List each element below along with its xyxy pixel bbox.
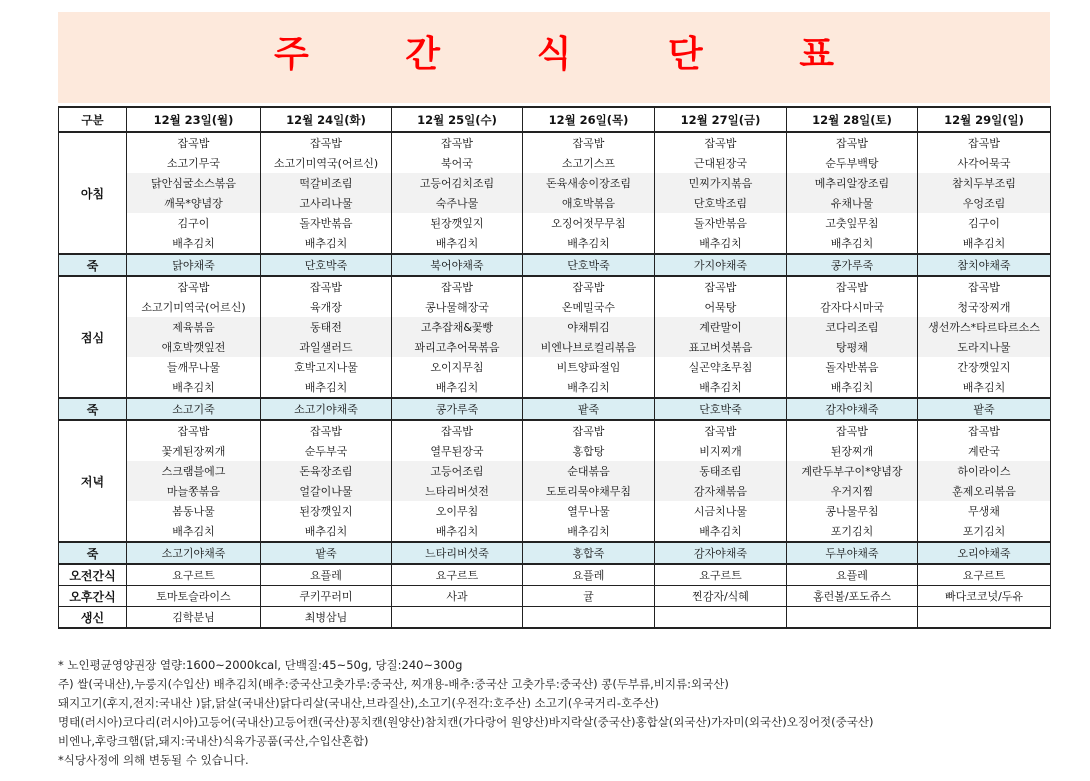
menu-item: 배추김치 xyxy=(523,521,655,542)
menu-item: 스크램블에그 xyxy=(127,461,261,481)
menu-item: 유채나물 xyxy=(787,193,918,213)
menu-item: 숙주나물 xyxy=(392,193,523,213)
porridge-item: 가지야채죽 xyxy=(655,254,787,276)
porridge-label: 죽 xyxy=(59,254,127,276)
menu-item: 코다리조림 xyxy=(787,317,918,337)
lunch-label: 점심 xyxy=(59,276,127,398)
day-header: 12월 28일(토) xyxy=(787,107,918,132)
am-snack-item: 요플레 xyxy=(261,564,392,586)
porridge-item: 두부야채죽 xyxy=(787,542,918,564)
am-snack-item: 요구르트 xyxy=(655,564,787,586)
menu-item: 잡곡밥 xyxy=(127,132,261,153)
porridge-item: 느타리버섯죽 xyxy=(392,542,523,564)
menu-item: 배추김치 xyxy=(392,233,523,254)
breakfast-row xyxy=(59,173,1051,193)
pm-snack-row xyxy=(59,586,1051,607)
porridge-item: 단호박죽 xyxy=(261,254,392,276)
birthday-item xyxy=(787,607,918,629)
menu-item: 참치두부조림 xyxy=(918,173,1051,193)
menu-item: 돌자반볶음 xyxy=(655,213,787,233)
note-line: * 노인평균영양권장 열량:1600~2000kcal, 단백질:45~50g, 당질:240~300g xyxy=(58,658,463,672)
porridge-item: 소고기죽 xyxy=(127,398,261,420)
birthday-item: 최병삼님 xyxy=(261,607,392,629)
menu-item: 돈육장조림 xyxy=(261,461,392,481)
menu-item: 포기김치 xyxy=(787,521,918,542)
dinner-row xyxy=(59,461,1051,481)
porridge-row xyxy=(59,542,1051,564)
menu-item: 된장깻잎지 xyxy=(392,213,523,233)
menu-item: 얼갈이나물 xyxy=(261,481,392,501)
header-row xyxy=(59,107,1051,132)
menu-item: 잡곡밥 xyxy=(523,276,655,297)
menu-item: 마늘쫑볶음 xyxy=(127,481,261,501)
menu-item: 돌자반볶음 xyxy=(787,357,918,377)
menu-item: 배추김치 xyxy=(523,377,655,398)
porridge-item: 콩가루죽 xyxy=(392,398,523,420)
menu-item: 배추김치 xyxy=(918,233,1051,254)
menu-item: 소고기미역국(어르신) xyxy=(261,153,392,173)
pm-snack-label: 오후간식 xyxy=(59,586,127,607)
menu-item: 잡곡밥 xyxy=(261,132,392,153)
menu-item: 배추김치 xyxy=(127,521,261,542)
menu-item: 잡곡밥 xyxy=(787,276,918,297)
menu-item: 돌자반볶음 xyxy=(261,213,392,233)
menu-item: 배추김치 xyxy=(261,233,392,254)
menu-item: 잡곡밥 xyxy=(261,420,392,441)
menu-item: 감자채볶음 xyxy=(655,481,787,501)
porridge-row xyxy=(59,254,1051,276)
menu-item: 근대된장국 xyxy=(655,153,787,173)
dinner-row xyxy=(59,521,1051,542)
menu-item: 홍합탕 xyxy=(523,441,655,461)
porridge-item: 북어야채죽 xyxy=(392,254,523,276)
menu-item: 배추김치 xyxy=(787,377,918,398)
menu-item: 잡곡밥 xyxy=(127,276,261,297)
pm-snack-item: 토마토슬라이스 xyxy=(127,586,261,607)
birthday-item xyxy=(392,607,523,629)
day-header: 12월 25일(수) xyxy=(392,107,523,132)
menu-item: 민찌가지볶음 xyxy=(655,173,787,193)
day-header: 12월 26일(목) xyxy=(523,107,655,132)
menu-item: 잡곡밥 xyxy=(392,132,523,153)
menu-item: 표고버섯볶음 xyxy=(655,337,787,357)
day-header: 12월 27일(금) xyxy=(655,107,787,132)
menu-item: 단호박조림 xyxy=(655,193,787,213)
porridge-item: 오리야채죽 xyxy=(918,542,1051,564)
note-line: 명태(러시아)코다리(러시아)고등어(국내산)고등어캔(국산)꽁치캔(원양산)참치캔(가다랑어 원양산)바지락살(중국산)홍합살(외국산)가자미(외국산)오징어젓(중국산) xyxy=(58,715,874,729)
menu-item: 잡곡밥 xyxy=(655,132,787,153)
menu-item: 고사리나물 xyxy=(261,193,392,213)
menu-item: 잡곡밥 xyxy=(918,276,1051,297)
menu-body xyxy=(59,132,1051,628)
menu-item: 된장찌개 xyxy=(787,441,918,461)
porridge-item: 콩가루죽 xyxy=(787,254,918,276)
pm-snack-item: 귤 xyxy=(523,586,655,607)
dinner-row xyxy=(59,420,1051,441)
menu-item: 소고기미역국(어르신) xyxy=(127,297,261,317)
menu-item: 오이지무침 xyxy=(392,357,523,377)
menu-item: 순두부국 xyxy=(261,441,392,461)
am-snack-item: 요구르트 xyxy=(918,564,1051,586)
birthday-label: 생신 xyxy=(59,607,127,629)
menu-item: 느타리버섯전 xyxy=(392,481,523,501)
menu-item: 훈제오리볶음 xyxy=(918,481,1051,501)
menu-item: 배추김치 xyxy=(261,521,392,542)
menu-item: 꽃게된장찌개 xyxy=(127,441,261,461)
menu-item: 계란두부구이*양념장 xyxy=(787,461,918,481)
weekly-menu-table xyxy=(58,106,1051,629)
menu-item: 배추김치 xyxy=(127,233,261,254)
menu-item: 애호박볶음 xyxy=(523,193,655,213)
breakfast-row xyxy=(59,153,1051,173)
menu-item: 메추리알장조림 xyxy=(787,173,918,193)
menu-item: 도라지나물 xyxy=(918,337,1051,357)
day-header: 12월 23일(월) xyxy=(127,107,261,132)
menu-item: 계란말이 xyxy=(655,317,787,337)
pm-snack-item: 사과 xyxy=(392,586,523,607)
porridge-item: 단호박죽 xyxy=(655,398,787,420)
note-line: 주) 쌀(국내산),누룽지(수입산) 배추김치(배추:중국산고춧가루:중국산, 찌개용-배추:중국산 고춧가루:중국산) 콩(두부류,비지류:외국산) xyxy=(58,677,729,691)
menu-item: 애호박깻잎전 xyxy=(127,337,261,357)
menu-item: 배추김치 xyxy=(787,233,918,254)
lunch-row xyxy=(59,357,1051,377)
am-snack-item: 요플레 xyxy=(787,564,918,586)
header-label: 구분 xyxy=(59,107,127,132)
menu-item: 잡곡밥 xyxy=(523,132,655,153)
menu-item: 열무된장국 xyxy=(392,441,523,461)
menu-item: 우거지찜 xyxy=(787,481,918,501)
breakfast-row xyxy=(59,132,1051,153)
menu-item: 비트양파절임 xyxy=(523,357,655,377)
lunch-row xyxy=(59,337,1051,357)
menu-item: 청국장찌개 xyxy=(918,297,1051,317)
pm-snack-item: 찐감자/식혜 xyxy=(655,586,787,607)
note-line: *식당사정에 의해 변동될 수 있습니다. xyxy=(58,753,249,767)
menu-item: 오징어젓무무침 xyxy=(523,213,655,233)
menu-item: 동태전 xyxy=(261,317,392,337)
menu-item: 잡곡밥 xyxy=(392,276,523,297)
lunch-row xyxy=(59,297,1051,317)
menu-item: 잡곡밥 xyxy=(392,420,523,441)
menu-item: 비엔나브로컬리볶음 xyxy=(523,337,655,357)
notes xyxy=(58,656,1058,770)
menu-item: 간장깻잎지 xyxy=(918,357,1051,377)
lunch-row xyxy=(59,377,1051,398)
birthday-item xyxy=(655,607,787,629)
day-header: 12월 29일(일) xyxy=(918,107,1051,132)
title-band xyxy=(58,12,1050,103)
menu-item: 잡곡밥 xyxy=(127,420,261,441)
porridge-item: 단호박죽 xyxy=(523,254,655,276)
menu-item: 호박고지나물 xyxy=(261,357,392,377)
breakfast-row xyxy=(59,213,1051,233)
am-snack-item: 요구르트 xyxy=(127,564,261,586)
menu-item: 봄동나물 xyxy=(127,501,261,521)
porridge-row xyxy=(59,398,1051,420)
menu-item: 꽈리고추어묵볶음 xyxy=(392,337,523,357)
porridge-item: 감자야채죽 xyxy=(655,542,787,564)
porridge-item: 참치야채죽 xyxy=(918,254,1051,276)
menu-item: 시금치나물 xyxy=(655,501,787,521)
note-line: 돼지고기(후지,전지:국내산 )닭,닭살(국내산)닭다리살(국내산,브라질산),소고기(우전각:호주산) 소고기(우국거리-호주산) xyxy=(58,696,659,710)
note-line: 비엔나,후랑크햄(닭,돼지:국내산)식육가공품(국산,수입산혼합) xyxy=(58,734,369,748)
day-header: 12월 24일(화) xyxy=(261,107,392,132)
porridge-item: 소고기야채죽 xyxy=(261,398,392,420)
breakfast-row xyxy=(59,233,1051,254)
menu-item: 포기김치 xyxy=(918,521,1051,542)
breakfast-label: 아침 xyxy=(59,132,127,254)
menu-item: 순대볶음 xyxy=(523,461,655,481)
menu-item: 들깨무나물 xyxy=(127,357,261,377)
menu-item: 김구이 xyxy=(918,213,1051,233)
menu-item: 소고기스프 xyxy=(523,153,655,173)
menu-item: 잡곡밥 xyxy=(655,276,787,297)
menu-item: 비지찌개 xyxy=(655,441,787,461)
menu-item: 탕평채 xyxy=(787,337,918,357)
porridge-item: 닭야채죽 xyxy=(127,254,261,276)
menu-item: 떡갈비조림 xyxy=(261,173,392,193)
menu-item: 콩나물무침 xyxy=(787,501,918,521)
birthday-item xyxy=(918,607,1051,629)
birthday-item: 김학분님 xyxy=(127,607,261,629)
am-snack-item: 요플레 xyxy=(523,564,655,586)
menu-item: 실곤약초무침 xyxy=(655,357,787,377)
lunch-row xyxy=(59,276,1051,297)
menu-item: 잡곡밥 xyxy=(523,420,655,441)
breakfast-row xyxy=(59,193,1051,213)
menu-item: 순두부백탕 xyxy=(787,153,918,173)
birthday-item xyxy=(523,607,655,629)
menu-item: 제육볶음 xyxy=(127,317,261,337)
menu-item: 고등어조림 xyxy=(392,461,523,481)
menu-item: 잡곡밥 xyxy=(918,420,1051,441)
menu-item: 동태조림 xyxy=(655,461,787,481)
menu-item: 육개장 xyxy=(261,297,392,317)
menu-item: 온메밀국수 xyxy=(523,297,655,317)
menu-item: 고등어김치조림 xyxy=(392,173,523,193)
porridge-item: 소고기야채죽 xyxy=(127,542,261,564)
menu-item: 계란국 xyxy=(918,441,1051,461)
pm-snack-item: 빠다코코넛/두유 xyxy=(918,586,1051,607)
menu-item: 어묵탕 xyxy=(655,297,787,317)
porridge-item: 팥죽 xyxy=(918,398,1051,420)
dinner-row xyxy=(59,481,1051,501)
porridge-item: 팥죽 xyxy=(523,398,655,420)
menu-item: 사각어묵국 xyxy=(918,153,1051,173)
menu-item: 잡곡밥 xyxy=(787,132,918,153)
menu-item: 북어국 xyxy=(392,153,523,173)
menu-item: 도토리묵야채무침 xyxy=(523,481,655,501)
pm-snack-item: 홈런볼/포도쥬스 xyxy=(787,586,918,607)
menu-item: 생선까스*타르타르소스 xyxy=(918,317,1051,337)
porridge-label: 죽 xyxy=(59,398,127,420)
lunch-row xyxy=(59,317,1051,337)
menu-item: 배추김치 xyxy=(261,377,392,398)
menu-item: 열무나물 xyxy=(523,501,655,521)
dinner-label: 저녁 xyxy=(59,420,127,542)
porridge-item: 홍합죽 xyxy=(523,542,655,564)
menu-item: 김구이 xyxy=(127,213,261,233)
dinner-row xyxy=(59,441,1051,461)
menu-item: 배추김치 xyxy=(127,377,261,398)
menu-item: 고춧잎무침 xyxy=(787,213,918,233)
menu-item: 돈육새송이장조림 xyxy=(523,173,655,193)
am-snack-row xyxy=(59,564,1051,586)
menu-item: 배추김치 xyxy=(918,377,1051,398)
menu-item: 잡곡밥 xyxy=(918,132,1051,153)
menu-item: 무생채 xyxy=(918,501,1051,521)
porridge-item: 감자야채죽 xyxy=(787,398,918,420)
birthday-row xyxy=(59,607,1051,629)
porridge-item: 팥죽 xyxy=(261,542,392,564)
menu-item: 잡곡밥 xyxy=(261,276,392,297)
menu-item: 된장깻잎지 xyxy=(261,501,392,521)
menu-item: 배추김치 xyxy=(655,233,787,254)
menu-item: 우엉조림 xyxy=(918,193,1051,213)
menu-item: 하이라이스 xyxy=(918,461,1051,481)
pm-snack-item: 쿠키꾸러미 xyxy=(261,586,392,607)
menu-item: 야채튀김 xyxy=(523,317,655,337)
menu-item: 배추김치 xyxy=(392,521,523,542)
menu-item: 배추김치 xyxy=(655,521,787,542)
menu-item: 콩나물해장국 xyxy=(392,297,523,317)
menu-item: 고추잡채&꽃빵 xyxy=(392,317,523,337)
menu-item: 오이무침 xyxy=(392,501,523,521)
porridge-label: 죽 xyxy=(59,542,127,564)
am-snack-label: 오전간식 xyxy=(59,564,127,586)
page-title: 주 간 식 단 표 xyxy=(273,34,876,75)
menu-item: 배추김치 xyxy=(523,233,655,254)
dinner-row xyxy=(59,501,1051,521)
menu-item: 잡곡밥 xyxy=(655,420,787,441)
am-snack-item: 요구르트 xyxy=(392,564,523,586)
menu-item: 배추김치 xyxy=(392,377,523,398)
menu-item: 소고기무국 xyxy=(127,153,261,173)
menu-item: 감자다시마국 xyxy=(787,297,918,317)
menu-item: 과일샐러드 xyxy=(261,337,392,357)
menu-item: 깨묵*양념장 xyxy=(127,193,261,213)
menu-item: 잡곡밥 xyxy=(787,420,918,441)
menu-item: 배추김치 xyxy=(655,377,787,398)
menu-item: 닭안심굴소스볶음 xyxy=(127,173,261,193)
